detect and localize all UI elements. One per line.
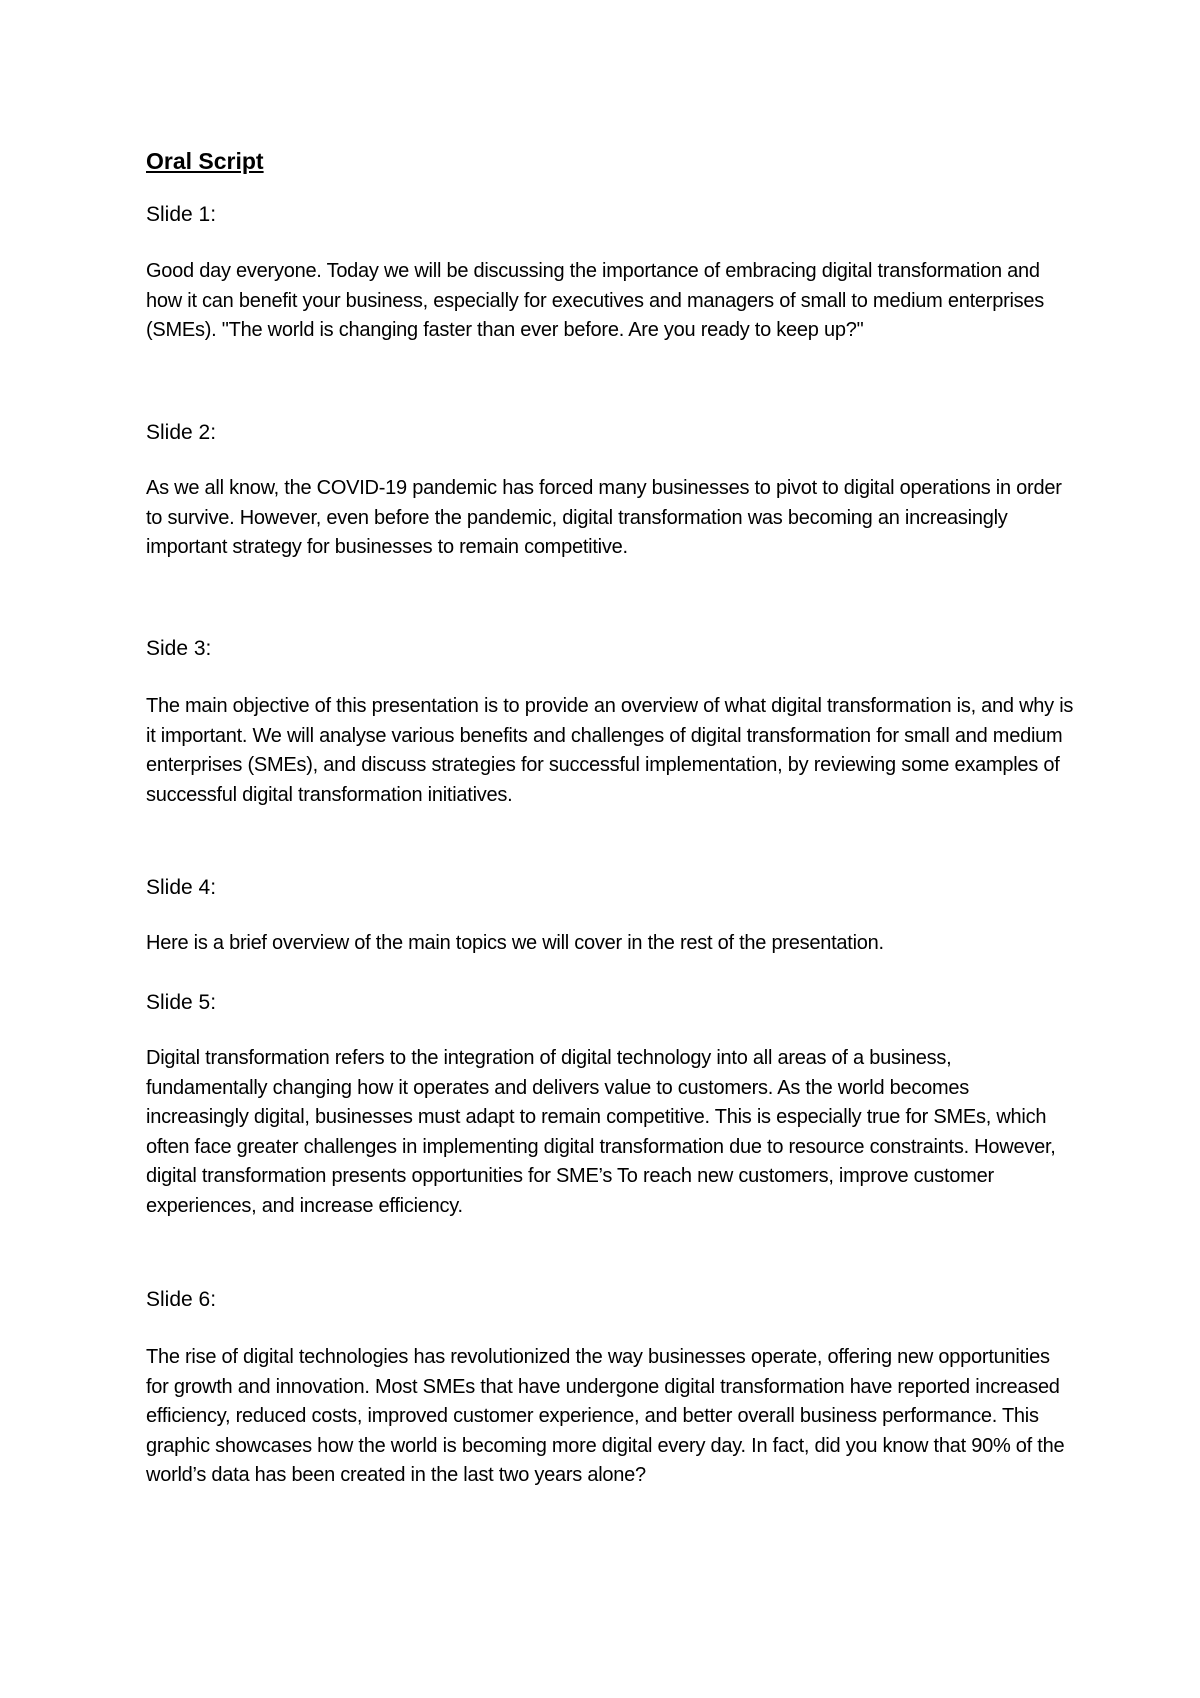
slide-1-heading: Slide 1:	[146, 203, 217, 226]
slide-3-heading: Side 3:	[146, 637, 212, 660]
slide-5-heading: Slide 5:	[146, 991, 217, 1014]
slide-2-heading: Slide 2:	[146, 421, 217, 444]
slide-4-paragraph: Here is a brief overview of the main topics we will cover in the rest of the presentation.	[146, 932, 884, 954]
document-title: Oral Script	[146, 148, 264, 174]
slide-3-paragraph: The main objective of this presentation is to provide an overview of what digital transformation is, and why is it important. We will analyse various benefits and challenges of digital transformation for small and medium enterprises (SMEs), and discuss strategies for successful implementation, by reviewing some examples of successful digital transformation initiatives.	[146, 695, 1074, 806]
slide-6-heading: Slide 6:	[146, 1288, 217, 1311]
slide-2-paragraph: As we all know, the COVID-19 pandemic has forced many businesses to pivot to digital operations in order to survive. However, even before the pandemic, digital transformation was becoming an increasingly important strategy for businesses to remain competitive.	[146, 477, 1062, 559]
slide-4-heading: Slide 4:	[146, 876, 217, 899]
slide-6-paragraph: The rise of digital technologies has revolutionized the way businesses operate, offering new opportunities for growth and innovation. Most SMEs that have undergone digital transformation have reported increased efficiency, reduced costs, improved customer experience, and better overall business performance. This graphic showcases how the world is becoming more digital every day. In fact, did you know that 90% of the world’s data has been created in the last two years alone?	[146, 1346, 1065, 1487]
slide-5-paragraph: Digital transformation refers to the integration of digital technology into all areas of a business, fundamentally changing how it operates and delivers value to customers. As the world becomes increasingly digital, businesses must adapt to remain competitive. This is especially true for SMEs, which often face greater challenges in implementing digital transformation due to resource constraints. However, digital transformation presents opportunities for SME’s To reach new customers, improve customer experiences, and increase efficiency.	[146, 1047, 1056, 1217]
slide-1-paragraph: Good day everyone. Today we will be discussing the importance of embracing digital transformation and how it can benefit your business, especially for executives and managers of small to medium enterprises (SMEs). "The world is changing faster than ever before. Are you ready to keep up?"	[146, 260, 1045, 342]
document-page	[146, 0, 1076, 1698]
